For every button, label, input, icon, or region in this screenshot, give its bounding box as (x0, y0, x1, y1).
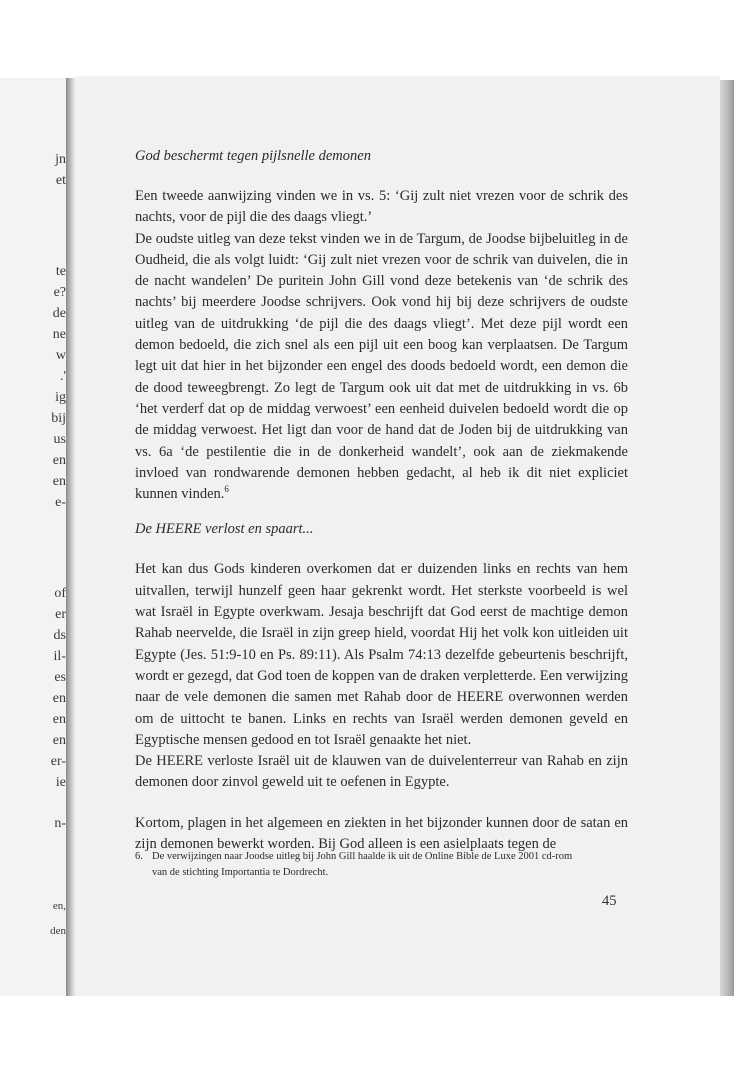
book-spine (66, 78, 75, 996)
facing-page-fragment: ne (52, 327, 66, 342)
facing-page-fragment: ie (55, 775, 66, 790)
paragraph: Een tweede aanwijzing vinden we in vs. 5: ‘Gij zult niet vrezen voor de schrik des nachts, voor de pijl die des daags vliegt.’ (135, 188, 628, 226)
facing-page-fragment: of (54, 586, 66, 601)
facing-page-fragment: .' (59, 369, 66, 384)
page-body (135, 146, 628, 855)
facing-page-fragment: er- (50, 754, 66, 769)
paragraph: Kortom, plagen in het algemeen en ziekten in het bijzonder kunnen door de satan en zijn demonen bewerkt worden. Bij God alleen is een asielplaats tegen de (135, 814, 628, 853)
facing-page-fragment: en (52, 474, 66, 489)
footnote-reference: 6 (224, 484, 229, 495)
facing-page-fragment: ig (55, 390, 66, 405)
section-heading: De HEERE verlost en spaart... (135, 521, 314, 538)
facing-page-fragment: es (54, 670, 66, 685)
page-edge (720, 80, 734, 996)
facing-page-fragment: en, (52, 900, 66, 912)
paragraph: Het kan dus Gods kinderen overkomen dat er duizenden links en rechts van hem uitvallen, terwijl hunzelf geen haar gekrenkt wordt. Het sterkste voorbeeld is wel wat Israël in Egypte overkwam. Jesaja beschrijft dat God eerst de machtige demon Rahab neervelde, die Israël in zijn greep hield, voordat Hij het volk kon uitleiden uit Egypte (Jes. 51:9-10 en Ps. 89:11). Als Psalm 74:13 dezelfde gebeurtenis beschrijft, wordt er gezegd, dat God toen de koppen van de draken verpletterde. Een verwijzing naar de vele demonen die samen met Rahab door de HEERE overwonnen werden om de uittocht te banen. Links en rechts van Israël werden demonen geveld en Egyptische mensen gedood en tot Israël genaakte het niet. (135, 561, 628, 748)
facing-page-fragment: en (52, 453, 66, 468)
paragraph: De HEERE verloste Israël uit de klauwen van de duivelenterreur van Rahab en zijn demonen door zinvol geweld uit te oefenen in Egypte. (135, 753, 628, 791)
facing-page-fragment: et (55, 173, 66, 188)
facing-page-fragment: de (52, 306, 66, 321)
footnote-number: 6. (135, 851, 143, 862)
section-heading: God beschermt tegen pijlsnelle demonen (135, 148, 371, 164)
footnote-text: De verwijzingen naar Joodse uitleg bij John Gill haalde ik uit de Online Bible de Luxe 2001 cd-rom (152, 851, 573, 862)
footnote (135, 849, 630, 881)
facing-page-fragment: e? (53, 285, 66, 300)
footnote-text: van de stichting Importantia te Dordrecht. (152, 867, 329, 878)
facing-page-fragment: en (52, 712, 66, 727)
facing-page-fragment: den (50, 925, 66, 937)
facing-page-fragment: e- (55, 495, 66, 510)
facing-page (0, 78, 70, 996)
facing-page-fragment: er (55, 607, 66, 622)
facing-page-fragment: us (53, 432, 66, 447)
page-number: 45 (602, 893, 617, 909)
facing-page-fragment: en (52, 691, 66, 706)
facing-page-fragment: bij (51, 411, 66, 426)
paragraph: De oudste uitleg van deze tekst vinden we in de Targum, de Joodse bijbeluitleg in de Oudheid, die als volgt luidt: ‘Gij zult niet vrezen voor de schrik van duivelen, die in de nacht wandelen’ De puritein John Gill vond deze betekenis van ‘de schrik des nachts’ bij meerdere Joodse schrijvers. Ook vond hij bij deze schrijvers de oudste uitleg van de uitdrukking ‘de pijl die des daags vliegt’. Met deze pijl wordt een demon bedoeld, die zich snel als een pijl uit een boog kan verplaatsen. De Targum legt uit dat hier in het bijzonder een engel des doods bedoeld wordt, een demon die de dood teweegbrengt. Zo legt de Targum ook uit dat met de uitdrukking in vs. 6b ‘het verderf dat op de middag verwoest’ een eenheid duivelen bedoeld wordt die op de middag verwoest. Het ligt dan voor de hand dat de Joden bij de uitdrukking van vs. 6a ‘de pestilentie die in de donkerheid wandelt’, ook aan de ziekmakende invloed van rondwarende demonen hebben gedacht, al heb ik dit niet expliciet kunnen vinden.$^6$ (135, 230, 628, 503)
facing-page-fragment: n- (54, 816, 66, 831)
facing-page-fragment: jn (55, 152, 66, 167)
facing-page-fragment: w (55, 348, 66, 363)
facing-page-fragment: te (55, 264, 66, 279)
facing-page-fragment: ds (53, 628, 66, 643)
facing-page-fragment: il- (53, 649, 66, 664)
facing-page-fragment: en (52, 733, 66, 748)
